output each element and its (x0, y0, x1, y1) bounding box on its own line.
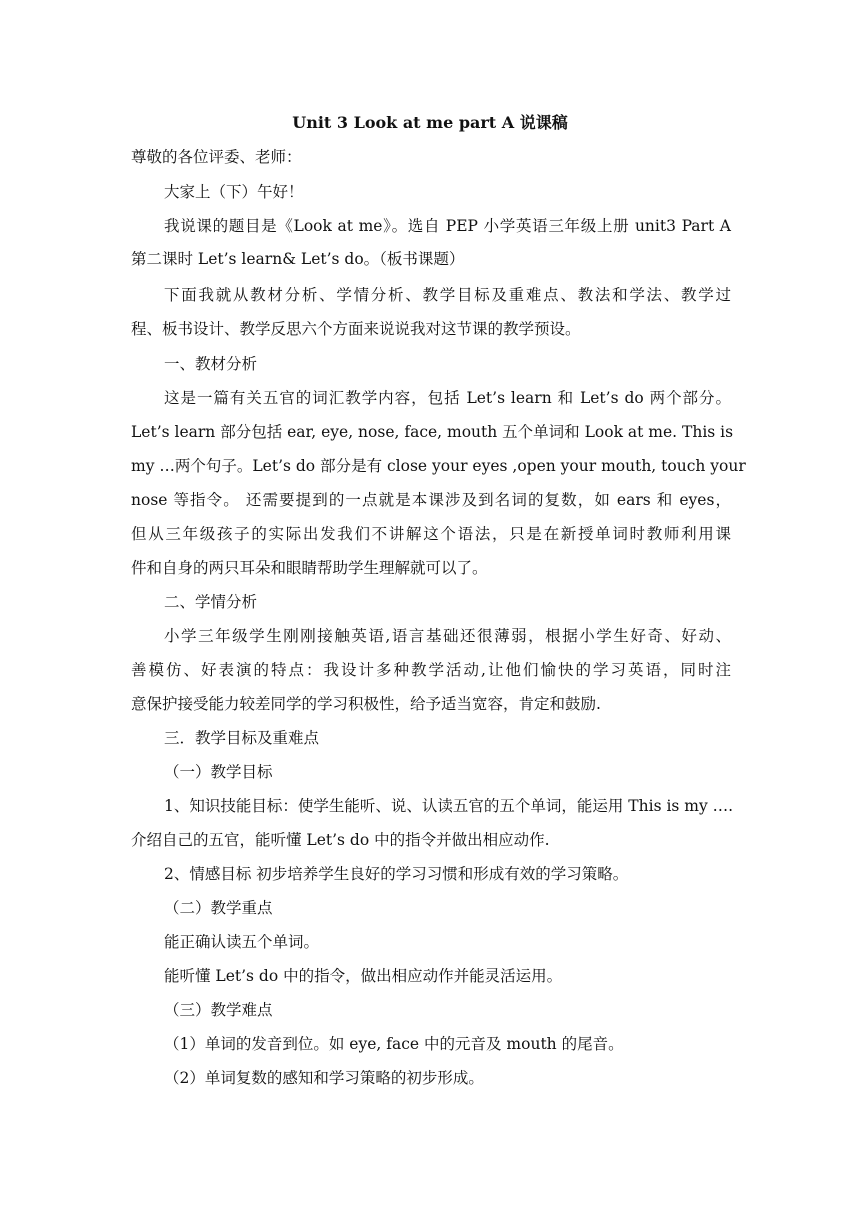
overview-line-1: 下面我就从教材分析、学情分析、教学目标及重难点、教法和学法、教学过 (164, 286, 731, 304)
key-point-2: 能听懂 Let’s do 中的指令，做出相应动作并能灵活运用。 (164, 967, 563, 985)
materials-line-6: 件和自身的两只耳朵和眼睛帮助学生理解就可以了。 (131, 559, 488, 577)
goal-knowledge-line-2: 介绍自己的五官，能听懂 Let’s do 中的指令并做出相应动作. (131, 831, 550, 849)
salutation: 尊敬的各位评委、老师： (131, 148, 302, 166)
difficulty-2: （2）单词复数的感知和学习策略的初步形成。 (164, 1069, 484, 1087)
goal-emotion: 2、情感目标 初步培养学生良好的学习习惯和形成有效的学习策略。 (164, 865, 629, 883)
students-line-1: 小学三年级学生刚刚接触英语,语言基础还很薄弱，根据小学生好奇、好动、 (164, 627, 731, 645)
materials-line-1: 这是一篇有关五官的词汇教学内容，包括 Let’s learn 和 Let’s do 两个部分。 (164, 389, 731, 407)
intro-line-2: 第二课时 Let’s learn& Let’s do。（板书课题） (131, 250, 465, 268)
students-line-2: 善模仿、好表演的特点：我设计多种教学活动,让他们愉快的学习英语，同时注 (131, 661, 731, 679)
materials-line-4: nose 等指令。 还需要提到的一点就是本课涉及到名词的复数，如 ears 和 eyes， (131, 491, 731, 509)
materials-line-5: 但从三年级孩子的实际出发我们不讲解这个语法，只是在新授单词时教师利用课 (131, 525, 731, 543)
students-line-3: 意保护接受能力较差同学的学习积极性，给予适当宽容，肯定和鼓励. (131, 695, 601, 713)
overview-line-2: 程、板书设计、教学反思六个方面来说说我对这节课的教学预设。 (131, 320, 581, 338)
section-heading-goals: 三．教学目标及重难点 (164, 729, 320, 747)
subheading-difficulties: （三）教学难点 (164, 1001, 273, 1019)
goal-knowledge-line-1: 1、知识技能目标：使学生能听、说、认读五官的五个单词，能运用 This is my …. (164, 797, 734, 815)
difficulty-1: （1）单词的发音到位。如 eye, face 中的元音及 mouth 的尾音。 (164, 1035, 624, 1053)
document-title: Unit 3 Look at me part A 说课稿 (292, 113, 568, 132)
subheading-key-points: （二）教学重点 (164, 899, 273, 917)
key-point-1: 能正确认读五个单词。 (164, 933, 320, 951)
intro-line-1: 我说课的题目是《Look at me》。选自 PEP 小学英语三年级上册 unit3 Part A (164, 217, 731, 235)
greeting: 大家上（下）午好！ (164, 183, 304, 201)
section-heading-materials: 一、教材分析 (164, 355, 258, 373)
materials-line-2: Let’s learn 部分包括 ear, eye, nose, face, mouth 五个单词和 Look at me. This is (131, 423, 734, 441)
section-heading-students: 二、学情分析 (164, 593, 258, 611)
subheading-teaching-goals: （一）教学目标 (164, 763, 273, 781)
materials-line-3: my …两个句子。Let’s do 部分是有 close your eyes ,open your mouth, touch your (131, 457, 746, 475)
